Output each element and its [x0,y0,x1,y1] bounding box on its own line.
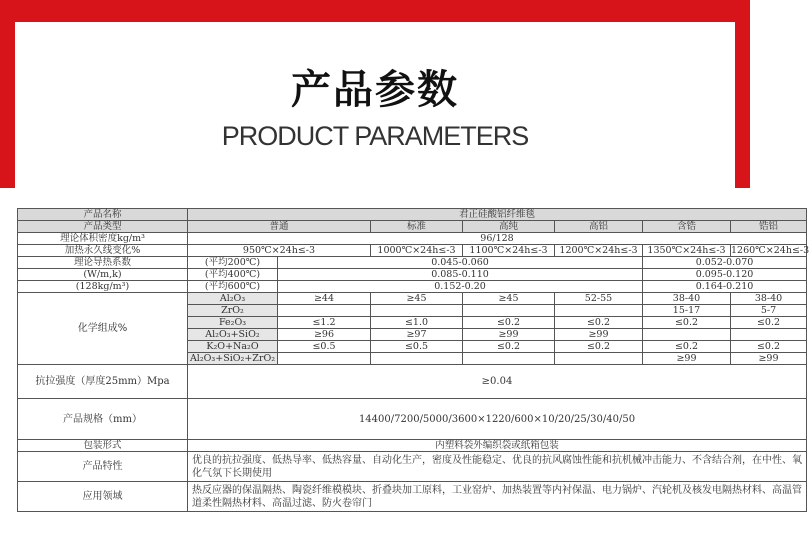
product-type-label: 产品类型 [18,221,188,233]
composition-cell: ≥96 [278,329,371,341]
conductivity-label: 理论导热系数 [18,257,188,269]
shrink-cell: 1350℃×24h≤-3 [643,245,731,257]
product-name-label: 产品名称 [18,209,188,221]
composition-cell: ≥99 [555,329,643,341]
page-subtitle: PRODUCT PARAMETERS [221,121,529,151]
conductivity-value: 0.085-0.110 [278,269,643,281]
packing-value: 内塑料袋外编织袋或纸箱包装 [188,440,807,452]
composition-label: 化学组成% [18,293,188,365]
composition-cell: ≥45 [463,293,555,305]
table-row [18,452,807,482]
table-row [18,245,807,257]
applications-value: 热反应器的保温隔热、陶瓷纤维模模块、折叠块加工原料，工业窑炉、加热装置等内衬保温、电力锅炉、汽轮机及核发电隔热材料、高温管道柔性隔热材料、高温过滤、防火卷帘门 [188,482,807,512]
conductivity-value: 0.052-0.070 [643,257,807,269]
composition-cell: ≥45 [371,293,463,305]
conductivity-temp: (平均200℃) [188,257,278,269]
density-label: 理论体积密度kg/m³ [18,233,188,245]
shrink-cell: 1000℃×24h≤-3 [371,245,463,257]
type-cell: 标准 [371,221,463,233]
composition-cell: 5-7 [731,305,807,317]
composition-cell: ≤0.2 [463,317,555,329]
composition-name: ZrO₂ [188,305,278,317]
parameters-table [17,208,807,512]
packing-label: 包装形式 [18,440,188,452]
composition-cell: 38-40 [643,293,731,305]
table-row [18,257,807,269]
composition-cell: ≥97 [371,329,463,341]
composition-cell: ≥99 [643,353,731,365]
composition-cell: ≤0.2 [555,341,643,353]
composition-cell [278,305,371,317]
composition-cell: ≤0.5 [371,341,463,353]
composition-cell: 52-55 [555,293,643,305]
composition-cell: ≤0.2 [555,317,643,329]
composition-cell: ≤0.2 [643,341,731,353]
composition-cell: ≤0.2 [463,341,555,353]
type-cell: 含锆 [643,221,731,233]
shrink-cell: 1260℃×24h≤-3 [731,245,809,256]
table-row [18,482,807,512]
type-cell: 高铝 [555,221,643,233]
composition-name: Al₂O₃ [188,293,278,305]
page-title: 产品参数 [291,67,459,113]
header-banner [0,0,750,188]
composition-cell: ≥44 [278,293,371,305]
table-row [18,440,807,452]
product-name: 君正硅酸铝纤维毯 [188,209,807,221]
type-cell: 锆铝 [731,221,807,233]
composition-cell: ≤1.0 [371,317,463,329]
table-row [18,233,807,245]
composition-cell: 38-40 [731,293,807,305]
composition-cell [555,353,643,365]
shrink-cell: 950℃×24h≤-3 [188,245,371,257]
composition-name: Fe₂O₃ [188,317,278,329]
features-value: 优良的抗拉强度、低热导率、低热容量、自动化生产，密度及性能稳定、优良的抗风腐蚀性能和抗机械冲击能力、不含结合剂，在中性、氧化气氛下长期使用 [188,452,807,482]
composition-cell: ≥99 [731,353,807,365]
composition-cell: 15-17 [643,305,731,317]
composition-cell [463,305,555,317]
conductivity-value: 0.152-0.20 [278,281,643,293]
composition-cell: ≤0.5 [278,341,371,353]
table-row [18,399,807,440]
composition-cell [371,305,463,317]
shrink-cell: 1100℃×24h≤-3 [463,245,555,257]
spec-value: 14400/7200/5000/3600×1220/600×10/20/25/30/40/50 [188,399,807,440]
table-row [18,221,807,233]
composition-name: Al₂O₃+SiO₂+ZrO₂ [188,353,278,365]
conductivity-label: (W/m,k) [18,269,188,281]
conductivity-temp: (平均600℃) [188,281,278,293]
shrink-label: 加热永久线变化% [18,245,188,257]
composition-cell: ≤1.2 [278,317,371,329]
composition-cell [371,353,463,365]
composition-cell: ≤0.2 [643,317,731,329]
composition-name: Al₂O₃+SiO₂ [188,329,278,341]
table-row [18,209,807,221]
conductivity-value: 0.095-0.120 [643,269,807,281]
type-cell: 高纯 [463,221,555,233]
tensile-label: 抗拉强度（厚度25mm）Mpa [18,365,188,399]
spec-label: 产品规格（mm） [18,399,188,440]
tensile-value: ≥0.04 [188,365,807,399]
table-row [18,365,807,399]
composition-cell [643,329,731,341]
conductivity-label: (128kg/m³) [18,281,188,293]
applications-label: 应用领域 [18,482,188,512]
composition-cell: ≥99 [463,329,555,341]
conductivity-value: 0.164-0.210 [643,281,807,293]
type-cell: 普通 [188,221,371,233]
composition-cell [731,329,807,341]
shrink-cell: 1200℃×24h≤-3 [555,245,643,257]
table-row [18,269,807,281]
composition-cell [555,305,643,317]
density-value: 96/128 [188,233,807,245]
conductivity-value: 0.045-0.060 [278,257,643,269]
table-row [18,293,807,305]
features-label: 产品特性 [18,452,188,482]
conductivity-temp: (平均400℃) [188,269,278,281]
composition-name: K₂O+Na₂O [188,341,278,353]
composition-cell: ≤0.2 [731,341,807,353]
table-row [18,281,807,293]
composition-cell [463,353,555,365]
composition-cell [278,353,371,365]
composition-cell: ≤0.2 [731,317,807,329]
